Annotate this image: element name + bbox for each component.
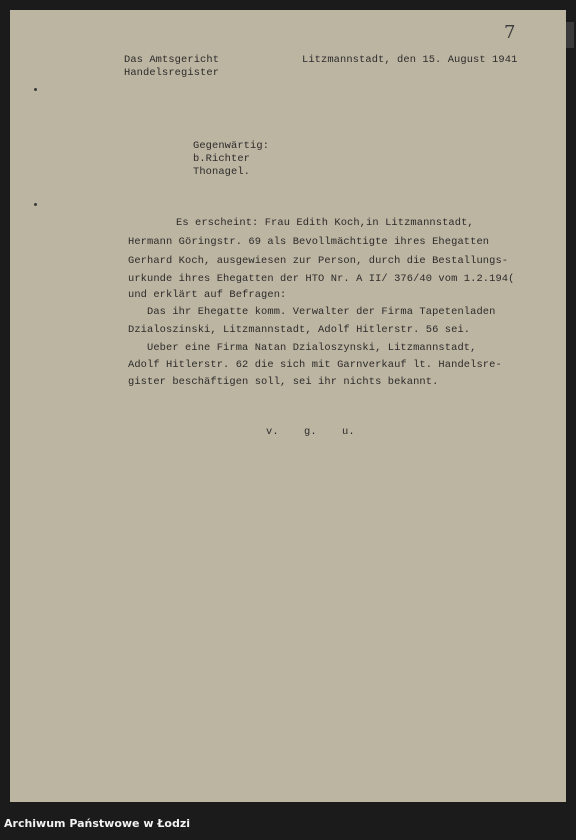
body-line: Adolf Hitlerstr. 62 die sich mit Garnverkauf lt. Handelsre- xyxy=(128,359,502,371)
body-line: urkunde ihres Ehegatten der HTO Nr. A II/ 376/40 vom 1.2.194( xyxy=(128,273,515,285)
body-line: Es erscheint: Frau Edith Koch,in Litzmannstadt, xyxy=(176,217,474,229)
page-number: 7 xyxy=(504,22,516,43)
present-label: Gegenwärtig: xyxy=(193,140,270,152)
court-name: Das Amtsgericht xyxy=(124,54,220,66)
register-name: Handelsregister xyxy=(124,67,220,79)
body-line: Ueber eine Firma Natan Dzialoszynski, Litzmannstadt, xyxy=(128,342,477,354)
body-line: gister beschäftigen soll, sei ihr nichts bekannt. xyxy=(128,376,439,388)
closing-formula: v. g. u. xyxy=(266,426,355,438)
body-line: Gerhard Koch, ausgewiesen zur Person, durch die Bestallungs- xyxy=(128,255,509,267)
punch-mark xyxy=(34,203,37,206)
place-date: Litzmannstadt, den 15. August 1941 xyxy=(302,54,518,66)
body-line: und erklärt auf Befragen: xyxy=(128,289,287,301)
corner-mark xyxy=(566,22,574,48)
body-line: Hermann Göringstr. 69 als Bevollmächtigte ihres Ehegatten xyxy=(128,236,490,248)
body-line: Das ihr Ehegatte komm. Verwalter der Firma Tapetenladen xyxy=(128,306,496,318)
present-clerk: Thonagel. xyxy=(193,166,251,178)
archive-footer: Archiwum Państwowe w Łodzi xyxy=(4,817,191,830)
body-line: Dzialoszinski, Litzmannstadt, Adolf Hitlerstr. 56 sei. xyxy=(128,324,471,336)
present-judge: b.Richter xyxy=(193,153,251,165)
punch-mark xyxy=(34,88,37,91)
document-page xyxy=(10,10,566,802)
